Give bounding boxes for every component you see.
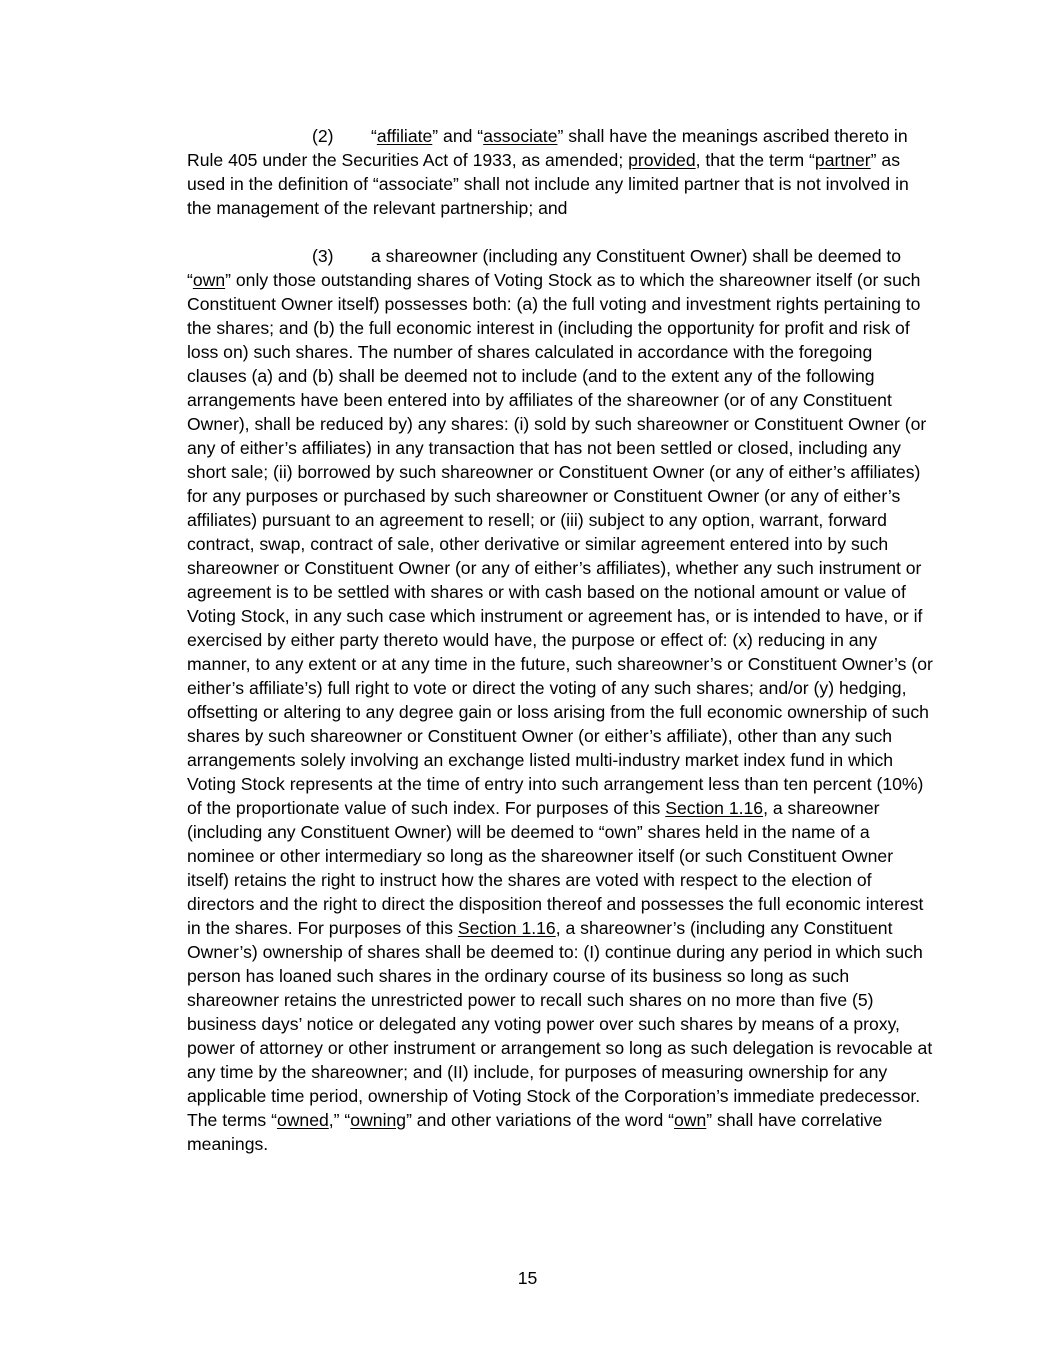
text-run: , a shareowner’s (including any Constituent Owner’s) ownership of shares shall be deemed to: (I) continue during any period in which such person has loaned such shares in the ordinary course of its business so long as such shareowner retains the unrestricted power to recall such shares on no more than five (5) business days’ notice or delegated any voting power over such shares by means of a proxy, power of attorney or other instrument or arrangement so long as such delegation is revocable at any time by the shareowner; and (II) include, for purposes of measuring ownership for any applicable time period, ownership of Voting Stock of the Corporation’s immediate predecessor. The terms “: [187, 918, 933, 1130]
page-number: 15: [517, 1268, 538, 1288]
paragraph-3: [187, 244, 933, 1156]
text-run: “: [371, 126, 377, 146]
term-affiliate: affiliate: [376, 126, 433, 146]
term-owned: owned: [276, 1110, 329, 1130]
text-run: ” only those outstanding shares of Voting Stock as to which the shareowner itself (or such Constituent Owner itself) possesses both: (a) the full voting and investment rights pertaining to the shares; and (b) the full economic interest in (including the opportunity for profit and risk of loss on) such shares. The number of shares calculated in accordance with the foregoing clauses (a) and (b) shall be deemed not to include (and to the extent any of the following arrangements have been entered into by affiliates of the shareowner (or of any Constituent Owner), shall be reduced by) any shares: (i) sold by such shareowner or Constituent Owner (or any of either’s affiliates) in any transaction that has not been settled or closed, including any short sale; (ii) borrowed by such shareowner or Constituent Owner (or any of either’s affiliates) for any purposes or purchased by such shareowner or Constituent Owner (or any of either’s affiliates) pursuant to an agreement to resell; or (iii) subject to any option, warrant, forward contract, swap, contract of sale, other derivative or similar agreement entered into by such shareowner or Constituent Owner (or any of either’s affiliates), whether any such instrument or agreement is to be settled with shares or with cash based on the notional amount or value of Voting Stock, in any such case which instrument or agreement has, or is intended to have, or if exercised by either party thereto would have, the purpose or effect of: (x) reducing in any manner, to any extent or at any time in the future, such shareowner’s or Constituent Owner’s (or either’s affiliate’s) full right to vote or direct the voting of any such shares; and/or (y) hedging, offsetting or altering to any degree gain or loss arising from the full economic ownership of such shares by such shareowner or Constituent Owner (or either’s affiliate), other than any such arrangements solely involving an exchange listed multi-industry market index fund in which Voting Stock represents at the time of entry into such arrangement less than ten percent (10%) of the proportionate value of such index. For purposes of this: [187, 270, 933, 818]
term-own: own: [192, 270, 226, 290]
term-partner: partner: [814, 150, 871, 170]
term-own: own: [674, 1110, 707, 1130]
term-provided: provided: [628, 150, 696, 170]
text-run: ” as used in the definition of “associate” shall not include any limited partner that is not involved in the management of the relevant partnership; and: [187, 150, 909, 218]
section-reference: Section 1.16: [665, 798, 764, 818]
text-run: , that the term “: [695, 150, 815, 170]
text-run: ” and “: [432, 126, 484, 146]
term-associate: associate: [483, 126, 558, 146]
paragraph-2-number: (2): [312, 126, 334, 146]
paragraph-2: [187, 124, 933, 220]
section-reference: Section 1.16: [457, 918, 556, 938]
text-run: ” and other variations of the word “: [406, 1110, 675, 1130]
text-run: , a shareowner (including any Constituent Owner) will be deemed to “own” shares held in the name of a nominee or other intermediary so long as the shareowner itself (or such Constituent Owner itself) retains the right to instruct how the shares are voted with respect to the election of directors and the right to direct the disposition thereof and possesses the full economic interest in the shares. For purposes of this: [187, 798, 924, 938]
text-run: a shareowner (including any Constituent Owner) shall be deemed to “: [187, 246, 902, 290]
text-run: ,” “: [328, 1110, 351, 1130]
paragraph-3-number: (3): [312, 246, 334, 266]
text-run: ” shall have the meanings ascribed thereto in Rule 405 under the Securities Act of 1933, as amended;: [187, 126, 908, 170]
term-owning: owning: [350, 1110, 407, 1130]
document-body: [187, 124, 933, 1156]
text-run: ” shall have correlative meanings.: [187, 1110, 883, 1154]
